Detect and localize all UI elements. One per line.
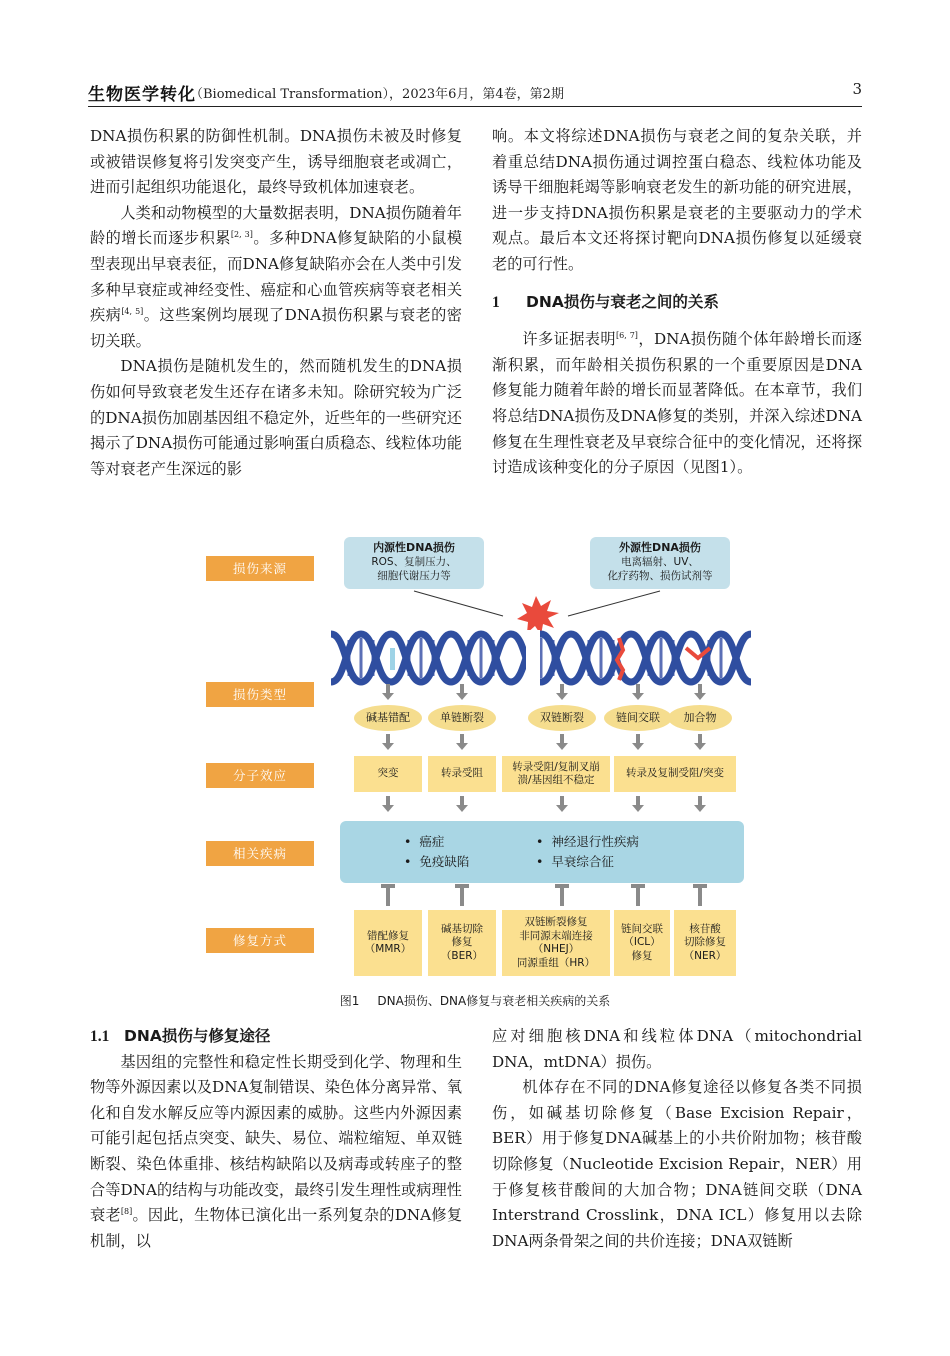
effect-replication-blocked: 转录及复制受阻/突变 [614, 756, 736, 792]
repair-dsb: 双链断裂修复 非同源末端连接 （NHEJ） 同源重组（HR） [502, 910, 610, 976]
left-column-bottom [90, 1024, 462, 1254]
row-label-damage-type: 损伤类型 [206, 682, 314, 707]
disease-item: • 免疫缺陷 [404, 853, 469, 870]
damage-type-icl: 链间交联 [604, 705, 672, 731]
effect-dsb: 转录受阻/复制叉崩 溃/基因组不稳定 [502, 756, 610, 792]
citation[interactable]: [2, 3] [230, 230, 253, 240]
disease-item: • 神经退行性疾病 [536, 833, 639, 850]
endogenous-damage-box: 内源性DNA损伤 ROS、复制压力、 细胞代谢压力等 [344, 537, 484, 589]
citation[interactable]: [4, 5] [121, 307, 144, 317]
right-column-top [492, 124, 862, 481]
exogenous-damage-box: 外源性DNA损伤 电离辐射、UV、 化疗药物、损伤试剂等 [590, 537, 730, 589]
repair-mmr: 错配修复 （MMR） [354, 910, 422, 976]
repair-ber: 碱基切除 修复 （BER） [428, 910, 496, 976]
journal-name-cn: 生物医学转化 [88, 85, 196, 105]
paragraph: DNA损伤积累的防御性机制。DNA损伤未被及时修复或被错误修复将引发突变产生，诱导细胞衰老或凋亡，进而引起组织功能退化，最终导致机体加速衰老。 [90, 127, 462, 197]
citation[interactable]: [6, 7] [616, 331, 638, 341]
related-diseases-box [340, 821, 744, 883]
paragraph: 人类和动物模型的大量数据表明，DNA损伤随着年龄的增长而逐步积累[2, 3]。多种DNA修复缺陷的小鼠模型表现出早衰表征，而DNA修复缺陷亦会在人类中引发多种早衰症或神经变性、癌症和心血管疾病等衰老相关疾病[4, 5]。这些案例均展现了DNA损伤积累与衰老的密切关联。 [90, 203, 463, 350]
damage-type-ssb: 单链断裂 [428, 705, 496, 731]
repair-ner: 核苷酸 切除修复 （NER） [674, 910, 736, 976]
row-label-related-disease: 相关疾病 [206, 841, 314, 866]
citation[interactable]: [8] [120, 1207, 133, 1217]
page-number: 3 [852, 80, 862, 98]
figure-1 [198, 534, 758, 984]
repair-icl: 链间交联 （ICL） 修复 [614, 910, 670, 976]
damage-type-dsb: 双链断裂 [528, 705, 596, 731]
row-label-molecular-effect: 分子效应 [206, 763, 314, 788]
paragraph: 基因组的完整性和稳定性长期受到化学、物理和生物等外源因素以及DNA复制错误、染色体分离异常、氧化和自发水解反应等内源因素的威胁。这些内外源因素可能引起包括点突变、缺失、易位、端粒缩短、单双链断裂、染色体重排、核结构缺陷以及病毒或转座子的整合等DNA的结构与功能改变，最终引发生理性或病理性衰老[8]。因此，生物体已演化出一系列复杂的DNA修复机制，以 [90, 1052, 463, 1250]
paragraph: 许多证据表明[6, 7]，DNA损伤随个体年龄增长而逐渐积累，而年龄相关损伤积累的一个重要原因是DNA修复能力随着年龄的增长而显著降低。在本章节，我们将总结DNA损伤及DNA修复的类别，并深入综述DNA修复在生理性衰老及早衰综合征中的变化情况，还将探讨造成该种变化的分子原因（见图1）。 [492, 330, 862, 477]
row-label-damage-source: 损伤来源 [206, 556, 314, 581]
row-label-repair-method: 修复方式 [206, 928, 314, 953]
subsection-heading: 1.1 DNA损伤与修复途径 [90, 1027, 271, 1045]
left-column-top [90, 124, 462, 482]
effect-transcription-blocked: 转录受阻 [428, 756, 496, 792]
journal-issue-info: （Biomedical Transformation），2023年6月，第4卷，第2期 [190, 87, 564, 102]
damage-type-mismatch: 碱基错配 [354, 705, 422, 731]
disease-item: • 早衰综合征 [536, 853, 614, 870]
header-rule [88, 106, 862, 107]
effect-mutation: 突变 [354, 756, 422, 792]
right-column-bottom [492, 1024, 862, 1254]
paragraph: 响。本文将综述DNA损伤与衰老之间的复杂关联，并着重总结DNA损伤通过调控蛋白稳态、线粒体功能及诱导干细胞耗竭等影响衰老发生的新功能的研究进展，进一步支持DNA损伤积累是衰老的主要驱动力的学术观点。最后本文还将探讨靶向DNA损伤修复以延缓衰老的可行性。 [492, 127, 862, 273]
disease-item: • 癌症 [404, 833, 444, 850]
paragraph: DNA损伤是随机发生的，然而随机发生的DNA损伤如何导致衰老发生还存在诸多未知。除研究较为广泛的DNA损伤加剧基因组不稳定外，近些年的一些研究还揭示了DNA损伤可能通过影响蛋白质稳态、线粒体功能等对衰老产生深远的影 [90, 357, 462, 478]
paragraph: 机体存在不同的DNA修复途径以修复各类不同损伤，如碱基切除修复（Base Excision Repair，BER）用于修复DNA碱基上的小共价附加物；核苷酸切除修复（Nucleotide Excision Repair，NER）用于修复核苷酸间的大加合物；DNA链间交联（DNA Interstrand Crosslink，DNA ICL）修复用以去除DNA两条骨架之间的共价连接；DNA双链断 [492, 1078, 862, 1250]
paragraph: 应对细胞核DNA和线粒体DNA（mitochondrial DNA，mtDNA）损伤。 [492, 1027, 862, 1071]
section-heading: 1 DNA损伤与衰老之间的关系 [492, 292, 719, 311]
figure-caption: 图1 DNA损伤、DNA修复与衰老相关疾病的关系 [339, 994, 611, 1008]
running-header [88, 78, 862, 104]
damage-type-adduct: 加合物 [668, 705, 732, 731]
